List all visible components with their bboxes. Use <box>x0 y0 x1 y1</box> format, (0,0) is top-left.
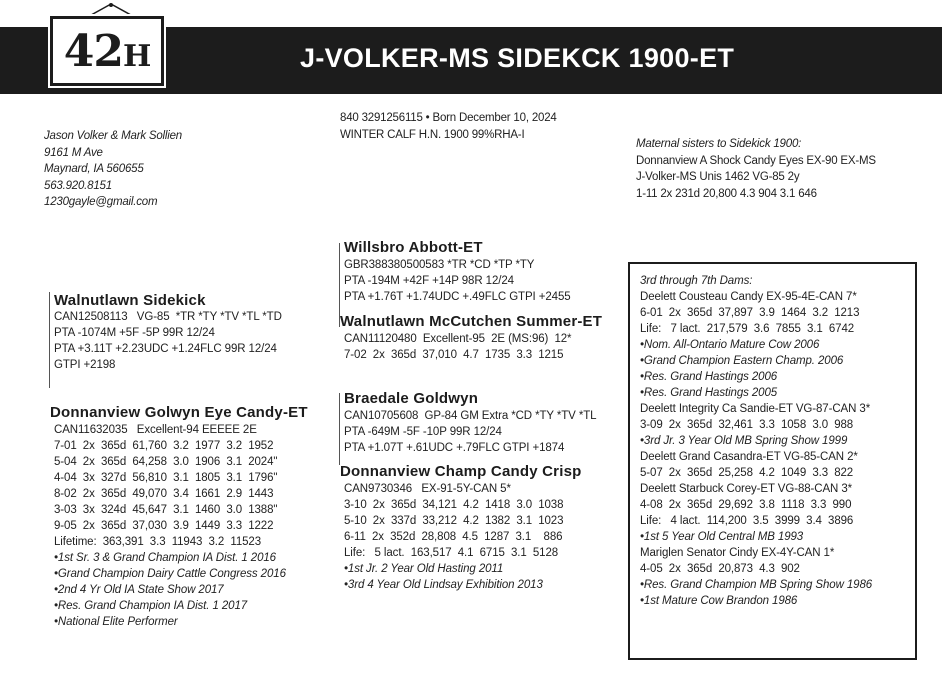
owner-email: 1230gayle@gmail.com <box>44 196 158 208</box>
owner-names: Jason Volker & Mark Sollien <box>44 130 182 142</box>
dam-ancestor-record: 3-09 2x 365d 32,461 3.3 1058 3.0 988 <box>640 419 854 431</box>
sire-line: CAN12508113 VG-85 *TR *TY *TV *TL *TD <box>54 311 282 323</box>
dam-ancestor-award: •1st Mature Cow Brandon 1986 <box>640 595 798 607</box>
sire-sire-details <box>344 257 571 305</box>
sire-sire-line: GBR388380500583 *TR *CD *TP *TY <box>344 259 535 271</box>
owner-city: Maynard, IA 560655 <box>44 163 144 175</box>
dam-dam-record: 3-10 2x 365d 34,121 4.2 1418 3.0 1038 <box>344 499 564 511</box>
dam-ancestor-name: Deelett Starbuck Corey-ET VG-88-CAN 3* <box>640 483 853 495</box>
dam-ancestor-name: Deelett Grand Casandra-ET VG-85-CAN 2* <box>640 451 858 463</box>
dam-ancestor-record: Life: 7 lact. 217,579 3.6 7855 3.1 6742 <box>640 323 855 335</box>
dam-record: 3-03 3x 324d 45,647 3.1 1460 3.0 1388" <box>54 504 278 516</box>
maternal-sister: J-Volker-MS Unis 1462 VG-85 2y <box>636 171 800 183</box>
dam-sire-details <box>344 408 596 456</box>
dam-ancestor-award: •Res. Grand Hastings 2005 <box>640 387 778 399</box>
dam-lifetime: Lifetime: 363,391 3.3 11943 3.2 11523 <box>54 536 262 548</box>
sire-details <box>54 309 282 373</box>
maternal-record: 1-11 2x 231d 20,800 4.3 904 3.1 646 <box>636 187 817 200</box>
dam-ancestor-record: Life: 4 lact. 114,200 3.5 3999 3.4 3896 <box>640 515 854 527</box>
pedigree-bracket <box>49 292 50 388</box>
dam-ancestor-award: •Res. Grand Champion MB Spring Show 1986 <box>640 579 873 591</box>
owner-info <box>44 128 182 211</box>
dam-ancestor-award: •Res. Grand Hastings 2006 <box>640 371 778 383</box>
dam-dam-lifetime: Life: 5 lact. 163,517 4.1 6715 3.1 5128 <box>344 547 559 559</box>
dam-details <box>54 422 286 630</box>
dam-ancestor-name: Deelett Integrity Ca Sandie-ET VG-87-CAN 3* <box>640 403 871 415</box>
dam-ancestor-record: 4-08 2x 365d 29,692 3.8 1118 3.3 990 <box>640 499 852 511</box>
page-title: J-VOLKER-MS SIDEKCK 1900-ET <box>300 43 735 73</box>
animal-registration: 840 3291256115 • Born December 10, 2024 <box>340 112 557 124</box>
dam-sire-name: Braedale Goldwyn <box>344 390 479 407</box>
dam-ancestor-award: •3rd Jr. 3 Year Old MB Spring Show 1999 <box>640 435 848 447</box>
sire-line: PTA -1074M +5F -5P 99R 12/24 <box>54 327 215 339</box>
dam-registration: CAN11632035 Excellent-94 EEEEE 2E <box>54 424 257 436</box>
dam-ancestor-name: Deelett Cousteau Candy EX-95-4E-CAN 7* <box>640 291 857 303</box>
dam-award: •Res. Grand Champion IA Dist. 1 2017 <box>54 600 248 612</box>
sire-name: Walnutlawn Sidekick <box>54 292 206 309</box>
dam-ancestor-name: Mariglen Senator Cindy EX-4Y-CAN 1* <box>640 547 835 559</box>
dam-dam-details <box>344 481 563 593</box>
dam-award: •Grand Champion Dairy Cattle Congress 2016 <box>54 568 286 580</box>
sire-dam-record: 7-02 2x 365d 37,010 4.7 1735 3.3 1215 <box>344 349 564 361</box>
dam-record: 9-05 2x 365d 37,030 3.9 1449 3.3 1222 <box>54 520 274 532</box>
maternal-heading: Maternal sisters to Sidekick 1900: <box>636 138 802 150</box>
dam-record: 4-04 3x 327d 56,810 3.1 1805 3.1 1796" <box>54 472 278 484</box>
dam-record: 7-01 2x 365d 61,760 3.2 1977 3.2 1952 <box>54 440 274 452</box>
dam-dam-record: 5-10 2x 337d 33,212 4.2 1382 3.1 1023 <box>344 515 564 527</box>
sire-sire-line: PTA +1.76T +1.74UDC +.49FLC GTPI +2455 <box>344 291 571 303</box>
animal-class: WINTER CALF H.N. 1900 99%RHA-I <box>340 128 525 141</box>
dam-sire-line: CAN10705608 GP-84 GM Extra *CD *TY *TV *TL <box>344 410 597 422</box>
maternal-sister: Donnanview A Shock Candy Eyes EX-90 EX-MS <box>636 154 876 167</box>
sire-line: GTPI +2198 <box>54 359 116 371</box>
dams-list <box>640 273 872 609</box>
sire-sire-name: Willsbro Abbott-ET <box>344 239 483 256</box>
dams-heading: 3rd through 7th Dams: <box>640 275 753 287</box>
dam-award: •2nd 4 Yr Old IA State Show 2017 <box>54 584 224 596</box>
sire-line: PTA +3.11T +2.23UDC +1.24FLC 99R 12/24 <box>54 343 277 355</box>
dam-dam-registration: CAN9730346 EX-91-5Y-CAN 5* <box>344 483 511 495</box>
dam-sire-line: PTA -649M -5F -10P 99R 12/24 <box>344 426 502 438</box>
lot-number-badge <box>50 16 164 86</box>
dam-ancestor-record: 4-05 2x 365d 20,873 4.3 902 <box>640 563 800 575</box>
sire-dam-name: Walnutlawn McCutchen Summer-ET <box>340 313 603 330</box>
dam-sire-line: PTA +1.07T +.61UDC +.79FLC GTPI +1874 <box>344 442 565 454</box>
dam-record: 5-04 2x 365d 64,258 3.0 1906 3.1 2024" <box>54 456 278 468</box>
dam-dam-record: 6-11 2x 352d 28,808 4.5 1287 3.1 886 <box>344 531 563 543</box>
dam-award: •National Elite Performer <box>54 616 178 628</box>
owner-phone: 563.920.8151 <box>44 179 112 192</box>
dam-record: 8-02 2x 365d 49,070 3.4 1661 2.9 1443 <box>54 488 274 500</box>
dam-award: •1st Sr. 3 & Grand Champion IA Dist. 1 2016 <box>54 552 276 564</box>
dam-dam-award: •1st Jr. 2 Year Old Hasting 2011 <box>344 563 504 575</box>
sire-sire-line: PTA -194M +42F +14P 98R 12/24 <box>344 275 514 287</box>
sire-dam-registration: CAN11120480 Excellent-95 2E (MS:96) 12* <box>344 333 572 345</box>
dam-ancestor-award: •1st 5 Year Old Central MB 1993 <box>640 531 804 543</box>
dam-ancestor-record: 5-07 2x 365d 25,258 4.2 1049 3.3 822 <box>640 467 854 479</box>
sire-dam-details <box>344 331 571 363</box>
dam-ancestor-award: •Nom. All-Ontario Mature Cow 2006 <box>640 339 820 351</box>
dam-name: Donnanview Golwyn Eye Candy-ET <box>50 404 308 421</box>
dam-ancestor-award: •Grand Champion Eastern Champ. 2006 <box>640 355 844 367</box>
owner-address: 9161 M Ave <box>44 146 103 159</box>
dam-dam-name: Donnanview Champ Candy Crisp <box>340 463 582 480</box>
lot-number: 42H <box>63 25 151 77</box>
pedigree-bracket <box>339 393 340 465</box>
animal-info <box>340 110 557 143</box>
dam-ancestor-record: 6-01 2x 365d 37,897 3.9 1464 3.2 1213 <box>640 307 860 319</box>
maternal-sisters <box>636 136 876 202</box>
dam-dam-award: •3rd 4 Year Old Lindsay Exhibition 2013 <box>344 579 543 591</box>
